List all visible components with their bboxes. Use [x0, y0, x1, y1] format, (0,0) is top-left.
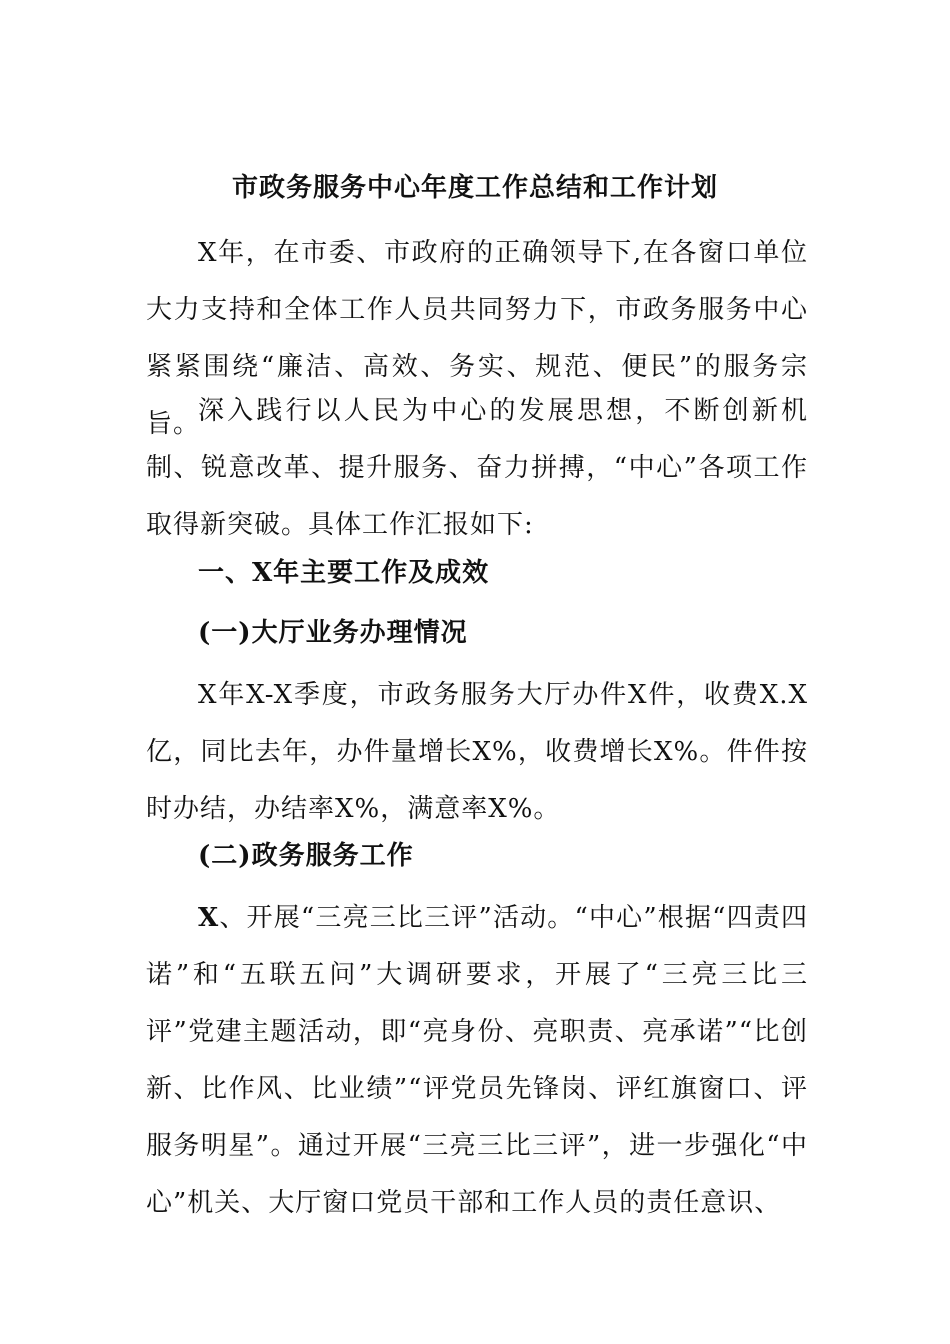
paragraph-activities-body: 、开展“三亮三比三评”活动。“中心”根据“四责四诺”和“五联五问”大调研要求，开展了“三亮三比三评”党建主题活动，即“亮身份、亮职责、亮承诺”“比创新、比作风、比业绩”“评党员先锋岗、评红旗窗口、评服务明星”。通过开展“三亮三比三评”，进一步强化“中心”机关、大厅窗口党员干部和工作人员的责任意识、 — [146, 903, 808, 1218]
subsection-heading-hall-business: (一)大厅业务办理情况 — [198, 618, 468, 648]
paragraph-intro: X年，在市委、市政府的正确领导下,在各窗口单位大力支持和全体工作人员共同努力下，市政务服务中心紧紧围绕“廉洁、高效、务实、规范、便民”的服务宗旨。 — [146, 238, 808, 439]
paragraph-activities — [146, 890, 808, 1232]
document-title: 市政务服务中心年度工作总结和工作计划 — [231, 173, 718, 203]
paragraph-hall-business: X年X-X季度，市政务服务大厅办件X件，收费X.X亿，同比去年，办件量增长X%，收费增长X%。件件按时办结，办结率X%，满意率X%。 — [146, 680, 808, 824]
section-heading-main-work: 一、X年主要工作及成效 — [198, 558, 490, 588]
subsection-heading-government-service: (二)政务服务工作 — [198, 841, 414, 871]
paragraph-activities-lead: X — [198, 903, 220, 933]
paragraph-summary: 深入践行以人民为中心的发展思想，不断创新机制、锐意改革、提升服务、奋力拼搏，“中心”各项工作取得新突破。具体工作汇报如下: — [146, 396, 808, 540]
